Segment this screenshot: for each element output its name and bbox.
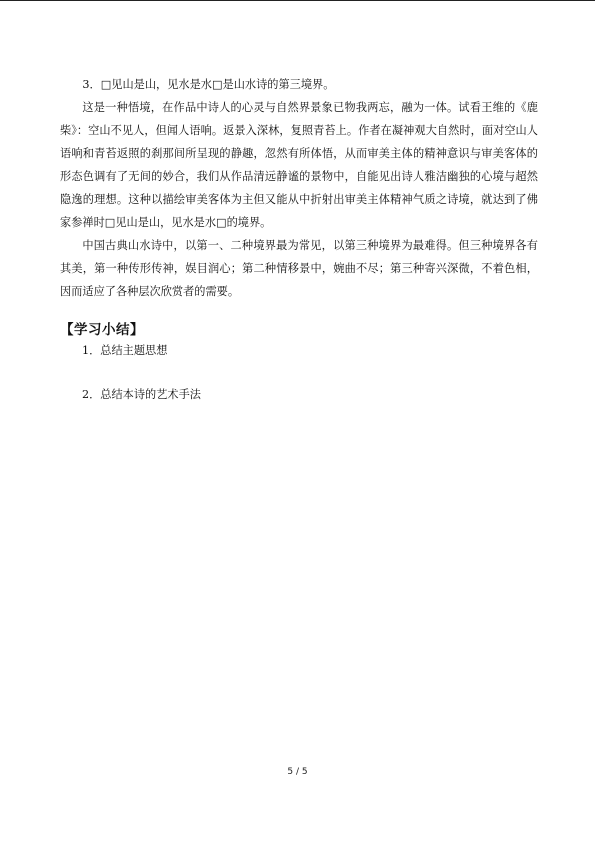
page-number: 5 / 5 [287, 767, 308, 777]
paragraph-conclusion: 中国古典山水诗中，以第一、二种境界最为常见，以第三种境界为最难得。但三种境界各有其美，第一种传形传神，娱目润心；第二种情移景中，婉曲不尽；第三种寄兴深微，不着色相，因而适应了各种层次欣赏者的需要。 [60, 239, 538, 298]
paragraph-third-realm-explanation: 这是一种悟境，在作品中诗人的心灵与自然界景象已物我两忘，融为一体。试看王维的《鹿柴》：空山不见人，但闻人语响。返景入深林，复照青苔上。作者在凝神观大自然时，面对空山人语响和青苔返照的刹那间所呈现的静趣，忽然有所体悟，从而审美主体的精神意识与审美客体的形态色调有了无间的妙合，我们从作品清远静谧的景物中，自能见出诗人雅洁幽独的心境与超然隐逸的理想。这种以描绘审美客体为主但又能从中折射出审美主体精神气质之诗境，就达到了佛家参禅时□见山是山，见水是水□的境界。 [60, 101, 538, 229]
summary-item-theme: 1．总结主题思想 [82, 344, 168, 357]
summary-heading: 【学习小结】 [60, 322, 144, 338]
header-rule [0, 0, 595, 1]
body-text [60, 73, 538, 303]
paragraph-third-realm-title: 3．□见山是山，见水是水□是山水诗的第三境界。 [82, 78, 335, 91]
summary-item-technique: 2．总结本诗的艺术手法 [82, 388, 201, 401]
